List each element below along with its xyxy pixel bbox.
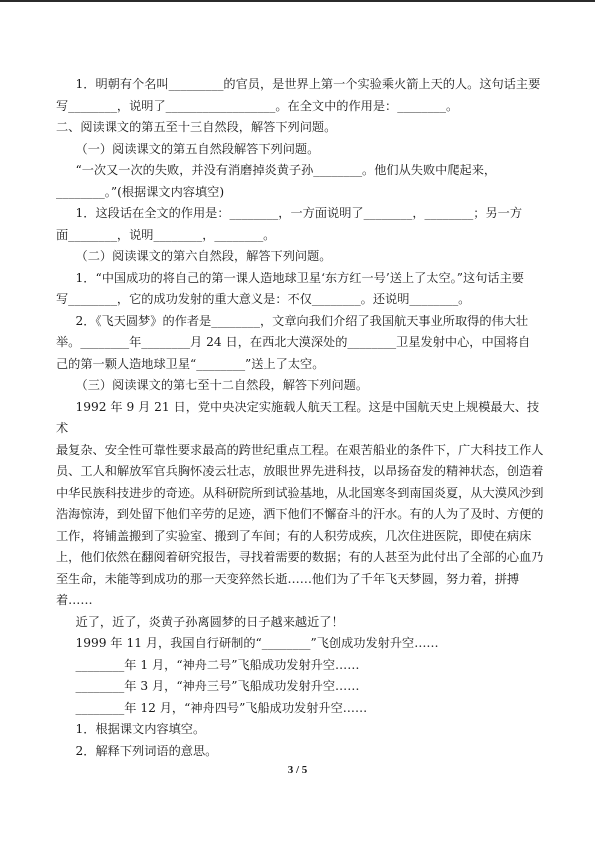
part-one-q1-line-1: 1．这段话在全文的作用是：________，一方面说明了________，________；另一方 — [75, 206, 523, 220]
passage-line-10: 近了，近了，炎黄子孙离圆梦的日子越来越近了！ — [75, 614, 344, 629]
section-two-heading: 二、阅读课文的第五至十三自然段，解答下列问题。 — [56, 120, 337, 134]
part-two-q1-line-1: 1．“中国成功的将自己的第一课人造地球卫星‘东方红一号’送上了太空。”这句话主要 — [75, 270, 524, 285]
quote-line-2: ________。”(根据课文内容填空) — [56, 184, 225, 199]
part-one-q1-line-2: 面________，说明________，________。 — [56, 227, 276, 242]
page-number: 3 / 5 — [287, 764, 308, 776]
passage-line-7: 上，他们依然在翻阅着研究报告，寻找着需要的数据；有的人甚至为此付出了全部的心血乃 — [56, 550, 544, 564]
timeline-shenzhou-2: ________年 1 月，“神舟二号”飞船成功发射升空…… — [75, 657, 360, 672]
part-one-heading: （一）阅读课文的第五自然段解答下列问题。 — [75, 141, 320, 156]
q1-line-1: 1．明朝有个名叫_________的官员，是世界上第一个实验乘火箭上天的人。这句话主要 — [75, 77, 541, 91]
passage-line-2: 最复杂、安全性可靠性要求最高的跨世纪重点工程。在艰苦船业的条件下，广大科技工作人 — [56, 442, 544, 457]
part-two-q2-line-3: 己的第一颗人造地球卫星“________”送上了太空。 — [56, 356, 325, 371]
top-rule — [0, 0, 595, 2]
part-three-heading: （三）阅读课文的第七至十二自然段，解答下列问题。 — [75, 378, 369, 392]
passage-line-4: 中华民族科技进步的奇迹。从科研院所到试验基地，从北国寒冬到南国炎夏，从大漠风沙到 — [56, 485, 544, 500]
q1-line-2: 写________，说明了__________________。在全文中的作用是：________。 — [56, 98, 459, 113]
part-three-q1: 1．根据课文内容填空。 — [75, 722, 206, 736]
part-three-q2: 2．解释下列词语的意思。 — [75, 743, 218, 758]
part-two-q1-line-2: 写________，它的成功发射的重大意义是：不仅________。还说明________。 — [56, 292, 471, 306]
passage-line-6: 工作，将铺盖搬到了实验室、搬到了车间；有的人积劳成疾，几次住进医院，即使在病床 — [56, 528, 532, 543]
part-two-q2-line-2: 举。________年________月 24 日，在西北大漠深处的________卫星发射中心，中国将自 — [56, 335, 531, 349]
timeline-1999: 1999 年 11 月，我国自行研制的“________”飞创成功发射升空…… — [75, 636, 439, 650]
passage-line-3: 员、工人和解放军官兵胸怀凌云壮志，放眼世界先进科技，以昂扬奋发的精神状态，创造着 — [56, 464, 544, 478]
passage-line-9: 着…… — [56, 593, 93, 607]
part-two-q2-line-1: 2．《飞天圆梦》的作者是________，文章向我们介绍了我国航天事业所取得的伟大壮 — [75, 313, 529, 328]
timeline-shenzhou-4: ________年 12 月，“神舟四号”飞船成功发射升空…… — [75, 700, 368, 715]
passage-line-8: 至生命，未能等到成功的那一天变猝然长逝……他们为了千年飞天梦圆，努力着，拼搏 — [56, 571, 520, 586]
quote-line-1: “一次又一次的失败，并没有消磨掉炎黄子孙________。他们从失败中爬起来， — [75, 163, 497, 177]
part-two-heading: （二）阅读课文的第六自然段，解答下列问题。 — [75, 249, 332, 263]
worksheet-body — [56, 74, 544, 762]
passage-line-1: 1992 年 9 月 21 日，党中央决定实施载人航天工程。这是中国航天史上规模最大、技术 — [56, 399, 540, 435]
passage-line-5: 浩海惊涛，到处留下他们辛劳的足迹，洒下他们不懈奋斗的汗水。有的人为了及时、方便的 — [56, 507, 544, 521]
timeline-shenzhou-3: ________年 3 月，“神舟三号”飞船成功发射升空…… — [75, 679, 360, 693]
